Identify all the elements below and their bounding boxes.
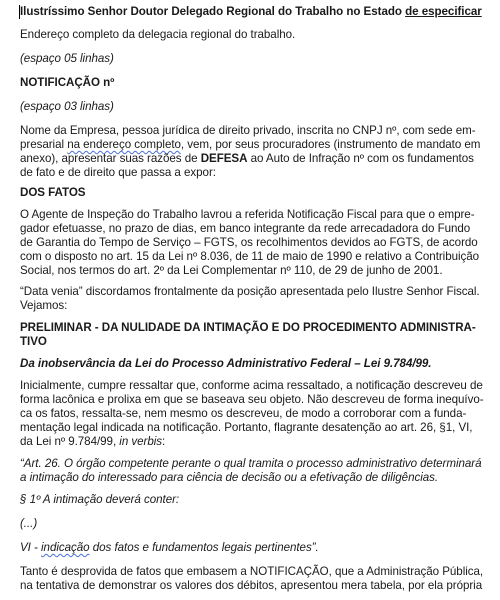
quote-art26-line: “Art. 26. O órgão competente perante o qual tramita o processo administrativo determinará xyxy=(20,457,482,470)
inicial-text: : xyxy=(162,435,166,448)
intro-line-2 xyxy=(20,138,480,152)
intro-address-placeholder: na endereço completo xyxy=(67,138,181,151)
inicial-line: forma lacônica e prolixa em que se baseava seu objeto. Não descreveu de forma inequívo- xyxy=(20,393,484,406)
quote-paragraph: § 1º A intimação deverá conter: xyxy=(20,493,180,506)
spacing-note-5: (espaço 05 linhas) xyxy=(20,52,114,65)
indicacao-word: indicação xyxy=(41,541,90,554)
preliminar-heading: TIVO xyxy=(20,335,47,348)
intro-text: anexo), apresentar suas razões de xyxy=(20,152,201,165)
intro-text: ao Auto de Infração nº com os fundamentos xyxy=(247,152,474,165)
section-heading-dos-fatos: DOS FATOS xyxy=(20,186,86,199)
final-line: na tentativa de demonstrar os valores dos débitos, apresentou mera tabela, por ela própria xyxy=(20,579,483,592)
quote-text: dos fatos e fundamentos legais pertinentes”. xyxy=(89,541,319,554)
intro-line-1: Nome da Empresa, pessoa jurídica de direito privado, inscrita no CNPJ nº, com sede em- xyxy=(20,124,476,137)
defesa-keyword: DEFESA xyxy=(200,152,248,165)
quote-item-vi xyxy=(20,541,319,555)
inicial-text: da Lei nº 9.784/99, xyxy=(20,435,120,448)
inicial-line: mentação legal indicada na notificação. Portanto, flagrante desatenção ao art. 26, §1, VI, xyxy=(20,421,473,434)
inicial-line: ca os fatos, ressalta-se, nem mesmo os descreveu, de modo a corroborar com a funda- xyxy=(20,407,467,420)
data-venia-line: “Data venia” discordamos frontalmente da posição apresentada pelo Ilustre Senhor Fiscal. xyxy=(20,285,480,298)
addressee-placeholder: especificar xyxy=(421,5,482,18)
spacing-note-3: (espaço 03 linhas) xyxy=(20,100,114,113)
subsection-heading: Da inobservância da Lei do Processo Administrativo Federal – Lei 9.784/99. xyxy=(20,357,432,370)
fatos-line: O Agente de Inspeção do Trabalho lavrou a referida Notificação Fiscal para que o empre- xyxy=(20,208,475,221)
fatos-line: Social, nos termos do art. 2º da Lei Complementar nº 110, de 29 de junho de 2001. xyxy=(20,264,443,277)
fatos-line: com o disposto no art. 15 da Lei nº 8.036, de 11 de maio de 1990 e relativo a Contribuição xyxy=(20,250,480,263)
fatos-line: de Garantia do Tempo de Serviço – FGTS, os recolhimentos devidos ao FGTS, de acordo xyxy=(20,236,478,249)
intro-text: presarial xyxy=(20,138,68,151)
notification-title: NOTIFICAÇÃO nº xyxy=(20,76,115,89)
addressee-de: de xyxy=(405,5,422,18)
address-line: Endereço completo da delegacia regional do trabalho. xyxy=(20,28,296,41)
preliminar-heading: PRELIMINAR - DA NULIDADE DA INTIMAÇÃO E DO PROCEDIMENTO ADMINISTRA- xyxy=(20,321,476,334)
intro-line-3 xyxy=(20,152,474,166)
inicial-line xyxy=(20,435,165,449)
addressee-heading xyxy=(20,5,482,19)
data-venia-line: Vejamos: xyxy=(20,299,68,312)
quote-text: VI - xyxy=(20,541,42,554)
fatos-line: gador efetuasse, no prazo de dias, em banco integrante da rede arrecadadora do Fundo xyxy=(20,222,471,235)
final-line: Tanto é desprovida de fatos que embasem a NOTIFICAÇÃO, que a Administração Pública, xyxy=(20,565,484,578)
inicial-line: Inicialmente, cumpre ressaltar que, conforme acima ressaltado, a notificação descreveu de xyxy=(20,379,483,392)
intro-text: , vem, por seus procuradores (instrumento de mandato em xyxy=(180,138,481,151)
addressee-text: Ilustríssimo Senhor Doutor Delegado Regional do Trabalho no Estado xyxy=(20,5,406,18)
intro-line-4: de fato e de direito que passa a expor: xyxy=(20,166,216,179)
quote-ellipsis: (...) xyxy=(20,517,38,530)
in-verbis: in verbis xyxy=(119,435,163,448)
quote-art26-line: a intimação do interessado para ciência de decisão ou a efetivação de diligências. xyxy=(20,471,439,484)
